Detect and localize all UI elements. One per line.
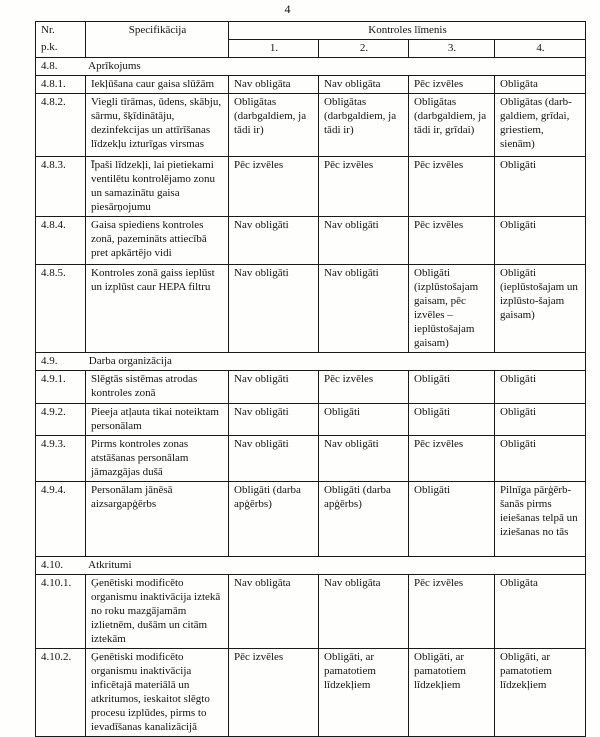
row-number: 4.10.2. [36, 649, 86, 737]
row-number: 4.9.4. [36, 482, 86, 557]
section-row-4-8 [36, 58, 586, 76]
level-4-cell: Obligāti [495, 404, 586, 436]
section-number: 4.8. [41, 60, 58, 72]
control-levels-table [35, 21, 586, 737]
table-row-4-9-2 [36, 404, 586, 436]
header-nr-line2: p.k. [41, 41, 58, 53]
header-level-2: 2. [319, 40, 409, 58]
level-2-cell: Pēc izvēles [319, 371, 409, 404]
header-kontroles-limenis: Kontroles līmenis [229, 22, 586, 40]
row-number: 4.8.1. [36, 76, 86, 94]
spec-cell: Viegli tīrāmas, ūdens, skābju, sārmu, šķīdinātāju, dezinfekcijas un attīrīšanas līdzekļu izturīgas virsmas [86, 94, 229, 157]
row-number: 4.8.2. [36, 94, 86, 157]
level-3-cell: Obligāti (izplūstošajam gaisam, pēc izvēles – ieplūstošajam gaisam) [409, 265, 495, 353]
spec-cell: Pirms kontroles zonas atstāšanas personālam jāmazgājas dušā [86, 436, 229, 482]
table-row-4-10-2 [36, 649, 586, 737]
table-row-4-8-5 [36, 265, 586, 353]
table-row-4-9-4 [36, 482, 586, 557]
header-level-3: 3. [409, 40, 495, 58]
spec-cell: Pieeja atļauta tikai noteiktam personālam [86, 404, 229, 436]
level-1-cell: Nav obligāta [229, 575, 319, 649]
table-row-4-8-1 [36, 76, 586, 94]
level-3-cell: Pēc izvēles [409, 436, 495, 482]
level-3-cell: Obligāti [409, 371, 495, 404]
level-2-cell: Obligāti, ar pamatotiem līdzekļiem [319, 649, 409, 737]
level-4-cell: Obligāti [495, 217, 586, 265]
row-number: 4.8.3. [36, 157, 86, 217]
level-2-cell: Pēc izvēles [319, 157, 409, 217]
level-2-cell: Nav obligāti [319, 217, 409, 265]
table-row-4-9-3 [36, 436, 586, 482]
header-specifikacija: Specifikācija [86, 22, 229, 58]
table-header-row-1 [36, 22, 586, 40]
level-1-cell: Nav obligāti [229, 404, 319, 436]
row-number: 4.8.5. [36, 265, 86, 353]
level-1-cell: Pēc izvēles [229, 649, 319, 737]
level-1-cell: Obligāti (darba apģērbs) [229, 482, 319, 557]
section-title: Aprīkojums [88, 60, 141, 72]
header-nr-line1: Nr. [41, 24, 55, 36]
level-3-cell: Obligātas (darbgaldiem, ja tādi ir, grīdai) [409, 94, 495, 157]
spec-cell: Kontroles zonā gaiss ieplūst un izplūst caur HEPA filtru [86, 265, 229, 353]
level-4-cell: Obligāti [495, 157, 586, 217]
level-2-cell: Nav obligāti [319, 436, 409, 482]
section-row-4-10 [36, 557, 586, 575]
level-2-cell: Nav obligāti [319, 265, 409, 353]
level-2-cell: Nav obligāta [319, 575, 409, 649]
table-row-4-8-2 [36, 94, 586, 157]
table-row-4-10-1 [36, 575, 586, 649]
section-number: 4.9. [41, 355, 58, 367]
level-4-cell: Obligāti [495, 371, 586, 404]
level-4-cell: Obligāti [495, 436, 586, 482]
table-row-4-8-4 [36, 217, 586, 265]
section-number: 4.10. [41, 559, 63, 571]
level-1-cell: Pēc izvēles [229, 157, 319, 217]
level-3-cell: Pēc izvēles [409, 575, 495, 649]
level-3-cell: Obligāti, ar pamatotiem līdzekļiem [409, 649, 495, 737]
row-number: 4.10.1. [36, 575, 86, 649]
level-1-cell: Nav obligāti [229, 436, 319, 482]
spec-cell: Iekļūšana caur gaisa slūžām [86, 76, 229, 94]
level-4-cell: Obligātas (darb-galdiem, grīdai, griestiem, sienām) [495, 94, 586, 157]
level-1-cell: Obligātas (darbgaldiem, ja tādi ir) [229, 94, 319, 157]
row-number: 4.9.3. [36, 436, 86, 482]
spec-cell: Ģenētiski modificēto organismu inaktivācija inficētajā materiālā un atkritumos, ieskaitot slēgto procesu izplūdes, pirms to ievadīšanas kanalizācijā [86, 649, 229, 737]
level-3-cell: Pēc izvēles [409, 157, 495, 217]
level-4-cell: Obligāti (ieplūstošajam un izplūsto-šajam gaisam) [495, 265, 586, 353]
table-row-4-9-1 [36, 371, 586, 404]
level-2-cell: Obligātas (darbgaldiem, ja tādi ir) [319, 94, 409, 157]
level-3-cell: Obligāti [409, 482, 495, 557]
page-number: 4 [284, 2, 291, 16]
level-2-cell: Nav obligāta [319, 76, 409, 94]
level-1-cell: Nav obligāti [229, 217, 319, 265]
level-1-cell: Nav obligāti [229, 265, 319, 353]
level-3-cell: Obligāti [409, 404, 495, 436]
spec-cell: Personālam jānēsā aizsargapģērbs [86, 482, 229, 557]
spec-cell: Īpaši līdzekļi, lai pietiekami ventilētu kontrolējamo zonu un samazinātu gaisa piesārņojumu [86, 157, 229, 217]
spec-cell: Gaisa spiediens kontroles zonā, pazemināts attiecībā pret apkārtējo vidi [86, 217, 229, 265]
level-3-cell: Pēc izvēles [409, 76, 495, 94]
spec-cell: Slēgtās sistēmas atrodas kontroles zonā [86, 371, 229, 404]
row-number: 4.9.2. [36, 404, 86, 436]
table-row-4-8-3 [36, 157, 586, 217]
header-level-1: 1. [229, 40, 319, 58]
spec-cell: Ģenētiski modificēto organismu inaktivācija iztekā no roku mazgājamām izlietnēm, dušām un citām iztekām [86, 575, 229, 649]
level-2-cell: Obligāti [319, 404, 409, 436]
row-number: 4.9.1. [36, 371, 86, 404]
level-1-cell: Nav obligāta [229, 76, 319, 94]
level-2-cell: Obligāti (darba apģērbs) [319, 482, 409, 557]
section-title: Atkritumi [88, 559, 132, 571]
header-nr-pk [36, 22, 86, 58]
level-4-cell: Obligāti, ar pamatotiem līdzekļiem [495, 649, 586, 737]
level-3-cell: Pēc izvēles [409, 217, 495, 265]
level-4-cell: Pilnīga pārģērb-šanās pirms ieiešanas telpā un iziešanas no tās [495, 482, 586, 557]
header-level-4: 4. [495, 40, 586, 58]
level-4-cell: Obligāta [495, 575, 586, 649]
level-1-cell: Nav obligāti [229, 371, 319, 404]
level-4-cell: Obligāta [495, 76, 586, 94]
section-row-4-9 [36, 353, 586, 371]
section-title: Darba organizācija [88, 355, 172, 367]
row-number: 4.8.4. [36, 217, 86, 265]
